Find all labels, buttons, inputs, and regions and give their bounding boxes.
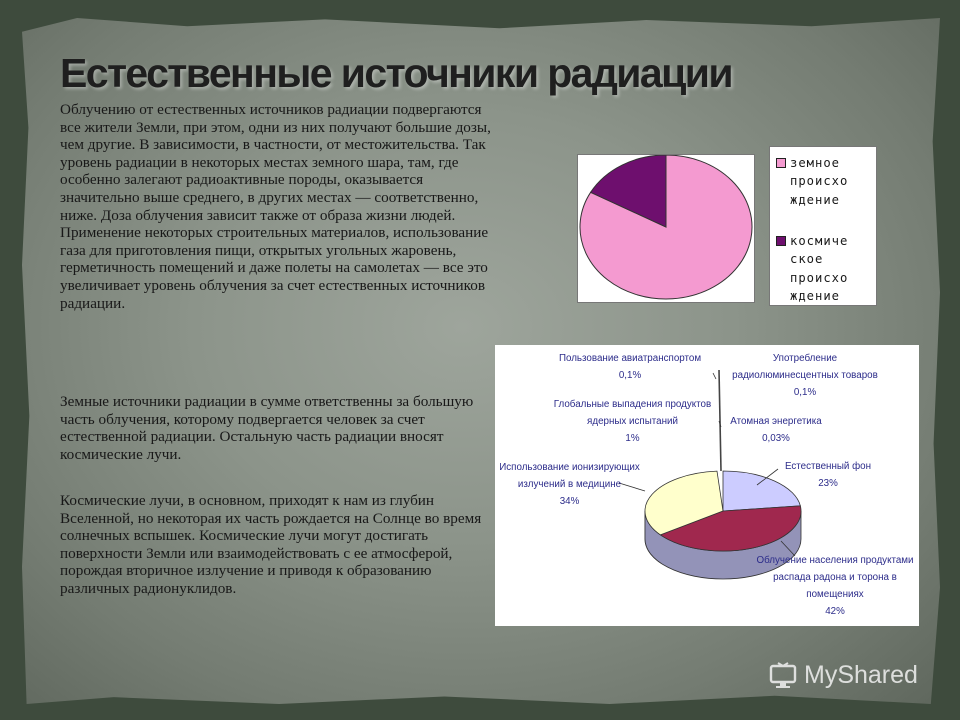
label-nuclear-power	[721, 413, 831, 447]
paragraph-natural-sources: Облучению от естественных источников радиации подвергаются все жители Земли, при этом, одни из них получают большие дозы, чем другие. В зависимости, в частности, от местожительства. Так уровень радиации в некоторых местах земного шара, там, где особенно залегают радиоактивные породы, оказывается значительно выше среднего, в других местах — соответственно, ниже. Доза облучения зависит также от образа жизни людей. Применение некоторых строительных материалов, использование газа для приготовления пищи, открытых угольных жаровень, герметичность помещений и даже полеты на самолетах — все это увеличивает уровень облучения за счет естественных источников радиации.	[60, 101, 491, 312]
label-nuclear-power-name: Атомная энергетика	[730, 416, 822, 427]
paragraph-terrestrial-sources: Земные источники радиации в сумме ответственны за большую часть облучения, которому подвергается человек за счет естественной радиации. Остальную часть радиации вносят космические лучи.	[60, 393, 474, 463]
label-natural-background	[778, 458, 878, 492]
label-global-fallout-percent: 1%	[625, 433, 640, 444]
paragraph-cosmic-rays: Космические лучи, в основном, приходят к нам из глубин Вселенной, но некоторая их часть рождается на Солнце во время солнечных вспышек. Космические лучи могут достигать поверхности Земли или взаимодействовать с ее атмосферой, порождая вторичное излучение и приводя к образованию различных радионуклидов.	[60, 492, 482, 597]
pie-chart-origin-legend	[769, 146, 877, 306]
legend-swatch-cosmic	[776, 236, 786, 246]
label-global-fallout	[545, 396, 720, 447]
label-radon-percent: 42%	[825, 606, 845, 617]
watermark-text: MyShared	[804, 660, 918, 689]
label-medicine	[497, 459, 642, 510]
pie-chart-origin-svg	[578, 155, 754, 302]
legend-item-cosmic	[776, 232, 872, 305]
label-natural-background-percent: 23%	[818, 478, 838, 489]
pie-chart-origin	[577, 154, 755, 303]
label-aviation-name: Пользование авиатранспортом	[558, 353, 702, 364]
label-aviation-percent: 0,1%	[618, 370, 642, 381]
leader-aviation	[713, 373, 716, 379]
label-luminescent	[725, 350, 885, 401]
label-global-fallout-name2: ядерных испытаний	[587, 416, 678, 427]
pie-chart-radiation-sources	[495, 345, 919, 626]
label-radon-name1: Облучение населения продуктами	[756, 555, 914, 566]
slide-title: Естественные источники радиации	[60, 50, 732, 96]
label-luminescent-name1: Употребление	[772, 353, 838, 364]
label-medicine-name2: излучений в медицине	[517, 479, 622, 490]
label-luminescent-name2: радиолюминесцентных товаров	[732, 370, 878, 381]
label-radon	[751, 552, 919, 620]
label-medicine-percent: 34%	[559, 496, 580, 507]
label-radon-name3: помещениях	[806, 589, 864, 600]
label-global-fallout-name1: Глобальные выпадения продуктов	[553, 399, 712, 410]
screen-icon	[768, 660, 798, 690]
label-radon-name2: распада радона и торона в	[773, 572, 897, 583]
label-luminescent-percent: 0,1%	[793, 387, 817, 398]
label-nuclear-power-percent: 0,03%	[762, 433, 790, 444]
label-aviation	[555, 350, 705, 384]
legend-swatch-terrestrial	[776, 158, 786, 168]
legend-label-terrestrial: земное происхо ждение	[790, 156, 849, 207]
legend-item-terrestrial	[776, 154, 872, 209]
legend-label-cosmic: космиче ское происхо ждение	[790, 234, 849, 303]
label-natural-background-name: Естественный фон	[784, 461, 872, 472]
watermark	[768, 657, 918, 693]
label-medicine-name1: Использование ионизирующих	[499, 462, 640, 473]
